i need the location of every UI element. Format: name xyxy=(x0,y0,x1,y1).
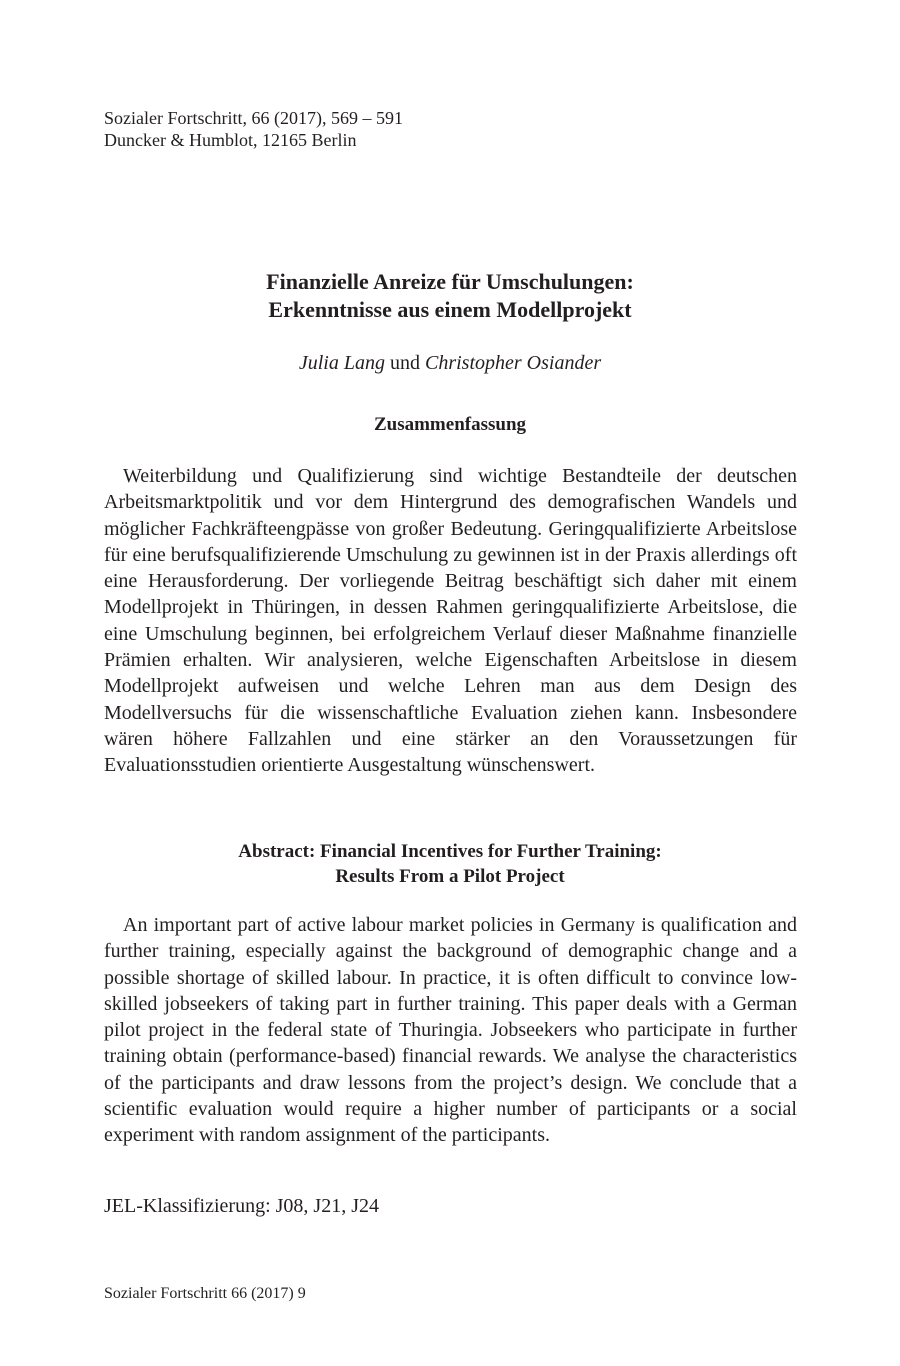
author-1: Julia Lang xyxy=(298,352,385,374)
author-line xyxy=(0,350,900,376)
page-footer: Sozialer Fortschritt 66 (2017) 9 xyxy=(104,1285,306,1302)
summary-heading: Zusammenfassung xyxy=(373,414,527,435)
article-title-line-2: Erkenntnisse aus einem Modellprojekt xyxy=(268,297,632,322)
abstract-paragraph: An important part of active labour market policies in Germany is qualification and further training, especially against the background of demographic change and a possible shortage of skilled labour. In practice, it is often difficult to convince low-skilled jobseekers of taking part in further training. This paper deals with a German pilot project in the federal state of Thuringia. Jobseekers who participate in further training obtain (performance-based) financial rewards. We analyse the characteristics of the participants and draw lessons from the project’s design. We conclude that a scientific evaluation would require a higher number of participants or a social experiment with random assignment of the participants. xyxy=(104,914,797,1147)
abstract-heading-line-1: Abstract: Financial Incentives for Further Training: xyxy=(238,841,662,862)
author-2: Christopher Osiander xyxy=(425,352,602,374)
article-title-line-1: Finanzielle Anreize für Umschulungen: xyxy=(266,269,634,294)
journal-citation: Sozialer Fortschritt, 66 (2017), 569 – 591 xyxy=(104,108,403,128)
jel-classification: JEL-Klassifizierung: J08, J21, J24 xyxy=(104,1195,379,1217)
abstract-heading-line-2: Results From a Pilot Project xyxy=(335,866,565,887)
author-conjunction: und xyxy=(390,352,420,374)
publisher-line: Duncker & Humblot, 12165 Berlin xyxy=(104,130,357,150)
summary-paragraph: Weiterbildung und Qualifizierung sind wichtige Bestandteile der deutschen Arbeitsmarktpolitik und vor dem Hintergrund des demografischen Wandels und möglicher Fachkräfteengpässe von großer Bedeutung. Geringqualifizierte Arbeitslose für eine berufsqualifizierende Umschulung zu gewinnen ist in der Praxis allerdings oft eine Herausforderung. Der vorliegende Beitrag beschäftigt sich daher mit einem Modellprojekt in Thüringen, in dessen Rahmen geringqualifizierte Arbeitslose, die eine Umschulung beginnen, bei erfolgreichem Verlauf dieser Maßnahme finanzielle Prämien erhalten. Wir analysieren, welche Eigenschaften Arbeitslose in diesem Modellprojekt aufweisen und welche Lehren man aus dem Design des Modellversuchs für die wissenschaftliche Evaluation ziehen kann. Insbesondere wären höhere Fallzahlen und eine stärker an den Voraussetzungen für Evaluationsstudien orientierte Ausgestaltung wünschenswert. xyxy=(104,465,797,777)
